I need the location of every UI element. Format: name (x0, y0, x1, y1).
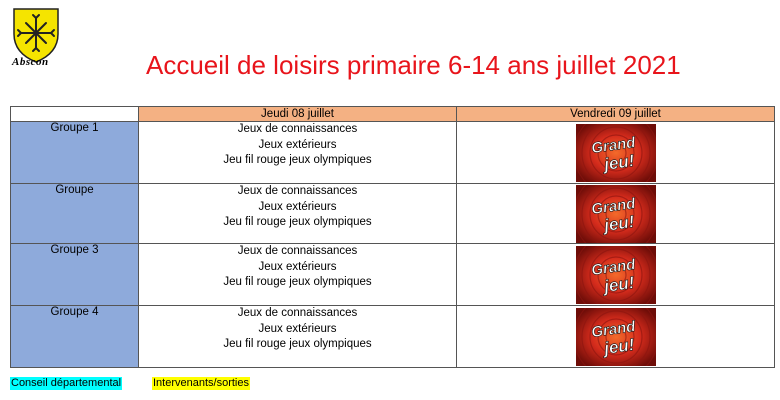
grand-jeu-cell (457, 184, 775, 244)
badge-text-line1: Grand (589, 133, 636, 157)
activity-item: Jeux de connaissances (237, 123, 358, 135)
table-row (11, 244, 775, 306)
legend-intervenants-sorties: Intervenants/sorties (153, 377, 249, 389)
group-cell: Groupe (11, 184, 139, 244)
column-header-friday: Vendredi 09 juillet (457, 107, 775, 122)
activities-cell (139, 306, 457, 368)
badge-text-line1: Grand (589, 194, 636, 218)
table-row (11, 184, 775, 244)
badge-text-line2: jeu! (602, 334, 636, 358)
legend-conseil-departemental: Conseil départemental (11, 377, 122, 389)
group-cell: Groupe 4 (11, 306, 139, 368)
badge-text-line2: jeu! (602, 211, 636, 235)
activity-item: Jeux extérieurs (258, 138, 337, 151)
grand-jeu-badge-icon (576, 185, 656, 243)
group-cell: Groupe 3 (11, 244, 139, 306)
logo-text: Abscon (12, 56, 49, 68)
activities-cell (139, 122, 457, 184)
table-header-row (11, 107, 775, 122)
activity-item: Jeux extérieurs (258, 260, 337, 273)
badge-text-line1: Grand (589, 317, 636, 341)
page-title: Accueil de loisirs primaire 6-14 ans juillet 2021 (146, 50, 681, 80)
badge-text-line2: jeu! (602, 272, 636, 296)
badge-text-line1: Grand (589, 255, 636, 279)
table-row (11, 306, 775, 368)
badge-text-line2: jeu! (602, 150, 636, 174)
activity-item: Jeu fil rouge jeux olympiques (223, 338, 372, 350)
grand-jeu-badge-icon (576, 246, 656, 304)
grand-jeu-badge-icon (576, 308, 656, 366)
activity-item: Jeu fil rouge jeux olympiques (223, 154, 372, 166)
activity-item: Jeu fil rouge jeux olympiques (223, 216, 372, 228)
activities-cell (139, 184, 457, 244)
grand-jeu-cell (457, 244, 775, 306)
activity-item: Jeu fil rouge jeux olympiques (223, 276, 372, 288)
activity-item: Jeux de connaissances (237, 185, 358, 197)
column-header-thursday: Jeudi 08 juillet (139, 107, 457, 122)
table-row (11, 122, 775, 184)
activities-cell (139, 244, 457, 306)
header-corner-cell (11, 107, 139, 122)
activity-table (10, 106, 775, 368)
activity-item: Jeux extérieurs (258, 322, 337, 335)
activity-item: Jeux de connaissances (237, 245, 358, 257)
grand-jeu-badge-icon (576, 124, 656, 182)
activity-item: Jeux extérieurs (258, 200, 337, 213)
activity-item: Jeux de connaissances (237, 307, 358, 319)
grand-jeu-cell (457, 306, 775, 368)
grand-jeu-cell (457, 122, 775, 184)
group-cell: Groupe 1 (11, 122, 139, 184)
